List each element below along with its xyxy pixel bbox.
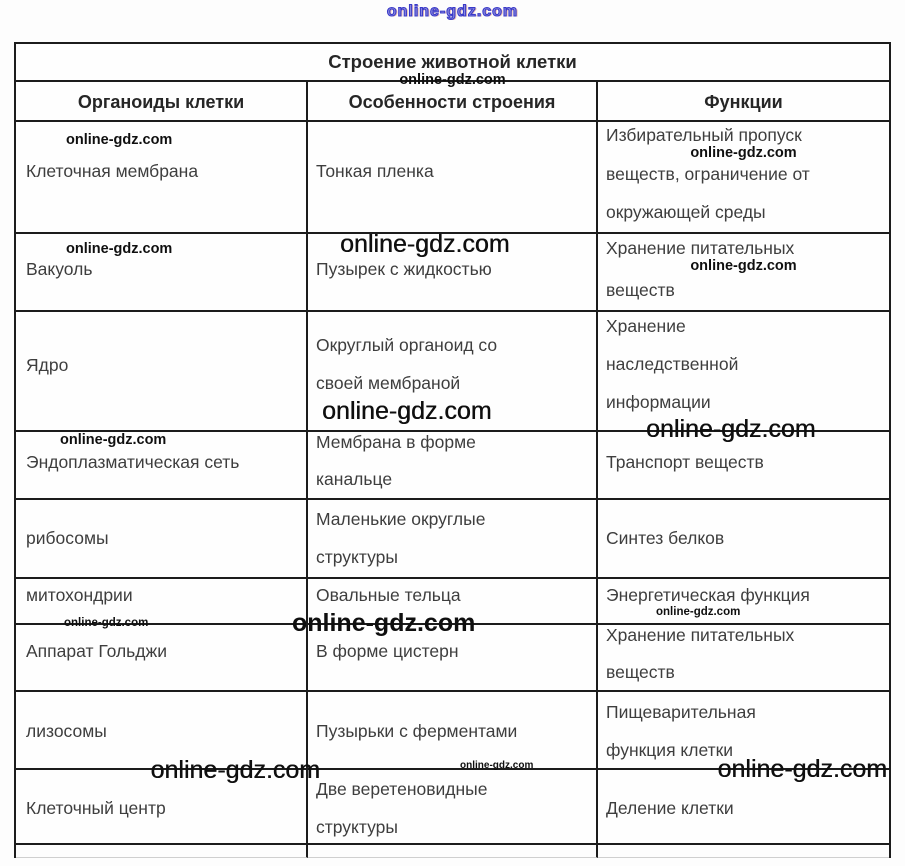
table-row (16, 122, 889, 234)
cell-structure (308, 432, 598, 500)
column-header-organoids: Органоиды клетки (77, 92, 245, 112)
function-text: окружающей среды (606, 202, 766, 222)
structure-text: своей мембраной (316, 373, 461, 393)
cell-structure (308, 770, 598, 845)
function-text: Избирательный пропуск (606, 125, 802, 145)
table-row (16, 312, 889, 432)
cell-organoid (16, 625, 308, 692)
cell-structure (308, 312, 598, 432)
structure-text: Пузырьки с ферментами (316, 721, 518, 741)
cell-organoid (16, 234, 308, 312)
function-text: функция клетки (606, 740, 734, 760)
function-text: Пищеварительная (606, 702, 756, 722)
cell-organoid (16, 312, 308, 432)
function-text: Деление клетки (606, 798, 734, 818)
structure-text: Две веретеновидные (316, 779, 488, 799)
cell-function (598, 625, 889, 692)
structure-text: канальце (316, 469, 393, 489)
cell-function (598, 312, 889, 432)
table-row (16, 415, 889, 500)
cell-function (598, 845, 889, 858)
function-text: Энергетическая функция (606, 585, 810, 605)
organoid-name: митохондрии (26, 585, 133, 605)
organoid-name: Ядро (26, 355, 69, 375)
structure-text: Мембрана в форме (316, 432, 476, 452)
function-text: Транспорт веществ (606, 452, 764, 472)
cell-structure-table (14, 42, 891, 858)
organoid-name: Эндоплазматическая сеть (26, 452, 240, 472)
table-row (16, 230, 889, 312)
table-header-row (16, 82, 889, 122)
cell-structure (308, 500, 598, 579)
structure-text: В форме цистерн (316, 641, 459, 661)
column-header-functions: Функции (704, 92, 783, 112)
function-text: веществ (606, 662, 675, 682)
function-text: информации (606, 392, 711, 412)
watermark: online-gdz.com (460, 760, 534, 771)
organoid-name: Клеточный центр (26, 798, 166, 818)
watermark: online-gdz.com (66, 241, 173, 257)
structure-text: Пузырек с жидкостью (316, 259, 492, 279)
function-text: наследственной (606, 354, 739, 374)
structure-text: Овальные тельца (316, 585, 461, 605)
function-text: Хранение (606, 316, 686, 336)
cell-organoid (16, 692, 320, 784)
table-row (16, 44, 889, 88)
function-text: веществ, ограничение от (606, 164, 810, 184)
table-title: Строение животной клетки (328, 51, 577, 72)
cell-organoid (16, 500, 308, 579)
function-text: Хранение питательных (606, 625, 795, 645)
cell-structure (308, 692, 598, 770)
function-text: Синтез белков (606, 528, 725, 548)
cell-structure (308, 230, 598, 312)
watermark: online-gdz.com (656, 606, 741, 618)
watermark: online-gdz.com (399, 72, 506, 88)
watermark: online-gdz.com (64, 617, 149, 629)
cell-function (598, 692, 889, 783)
watermark: online-gdz.com (340, 230, 510, 258)
cell-function (598, 234, 889, 312)
function-text: Хранение питательных (606, 238, 795, 258)
cell-organoid (16, 845, 308, 858)
cell-organoid (16, 122, 308, 234)
table-row (16, 692, 889, 784)
organoid-name: рибосомы (26, 528, 109, 548)
watermark: online-gdz.com (150, 756, 320, 784)
cell-organoid (16, 432, 308, 500)
structure-text: структуры (316, 817, 398, 837)
watermark: online-gdz.com (66, 132, 173, 148)
watermark: online-gdz.com (690, 258, 797, 274)
organoid-name: лизосомы (26, 721, 107, 741)
structure-text: Округлый органоид со (316, 335, 498, 355)
table-title-cell (16, 44, 889, 88)
table-row (16, 500, 889, 579)
page-watermark: online-gdz.com (386, 3, 519, 20)
watermark: online-gdz.com (717, 755, 887, 783)
cell-structure (308, 845, 598, 858)
header-cell-structure (308, 82, 598, 122)
header-cell-organoids (16, 82, 308, 122)
cell-function (598, 122, 889, 234)
cell-function (598, 579, 889, 625)
cell-structure (308, 122, 598, 234)
header-cell-functions (598, 82, 889, 122)
table-row-cutoff (16, 845, 889, 858)
structure-text: Тонкая пленка (316, 161, 434, 181)
cell-structure (292, 579, 598, 637)
cell-function (598, 415, 889, 500)
cell-function (598, 500, 889, 579)
watermark: online-gdz.com (690, 145, 797, 161)
watermark: online-gdz.com (646, 415, 816, 443)
structure-text: структуры (316, 547, 398, 567)
column-header-structure: Особенности строения (348, 92, 556, 112)
organoid-name: Аппарат Гольджи (26, 641, 167, 661)
function-text: веществ (606, 280, 675, 300)
watermark: online-gdz.com (292, 609, 476, 637)
watermark: online-gdz.com (60, 432, 167, 448)
watermark: online-gdz.com (322, 397, 492, 425)
organoid-name: Вакуоль (26, 259, 93, 279)
organoid-name: Клеточная мембрана (26, 161, 199, 181)
structure-text: Маленькие округлые (316, 509, 486, 529)
cell-organoid (16, 579, 308, 629)
